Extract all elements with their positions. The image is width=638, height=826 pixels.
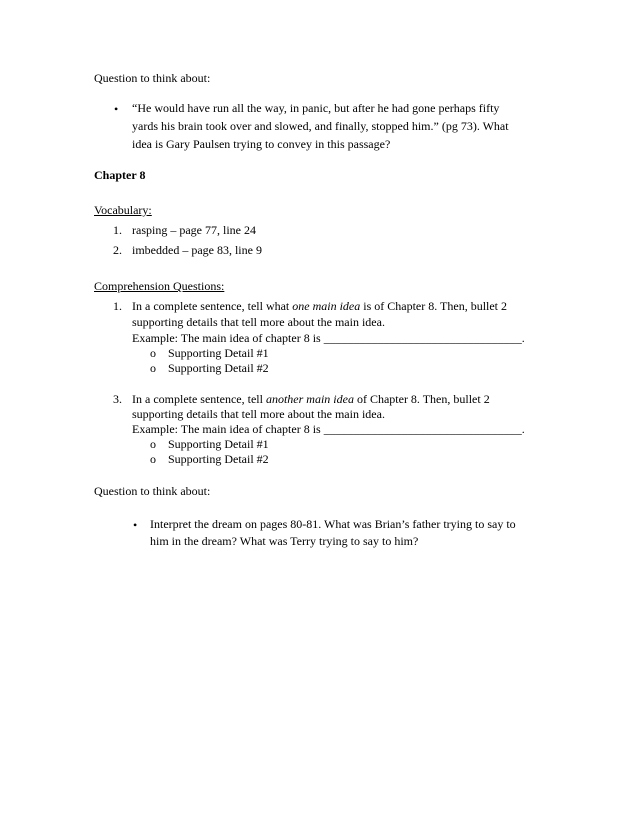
quote-line: yards his brain took over and slowed, and finally, stopped him.” (pg 73). What (132, 119, 509, 133)
emphasis-text: one main idea (292, 299, 361, 313)
question-line: Interpret the dream on pages 80-81. What was Brian’s father trying to say to (150, 517, 516, 531)
list-number: 1. (113, 299, 122, 313)
sub-bullet-icon: o (150, 361, 156, 375)
example-line: Example: The main idea of chapter 8 is _________________________________. (132, 422, 525, 436)
comprehension-heading: Comprehension Questions: (94, 279, 225, 293)
question-line: supporting details that tell more about the main idea. (132, 315, 385, 329)
example-line: Example: The main idea of chapter 8 is _________________________________. (132, 331, 525, 345)
question-line: supporting details that tell more about the main idea. (132, 407, 385, 421)
supporting-detail: Supporting Detail #2 (168, 361, 269, 375)
vocabulary-item: imbedded – page 83, line 9 (132, 243, 262, 257)
supporting-detail: Supporting Detail #1 (168, 346, 269, 360)
question-heading: Question to think about: (94, 484, 211, 498)
bullet-icon: • (114, 102, 119, 116)
quote-line: idea is Gary Paulsen trying to convey in this passage? (132, 137, 391, 151)
question-line (132, 298, 507, 315)
vocabulary-item: rasping – page 77, line 24 (132, 223, 256, 237)
list-number: 1. (113, 223, 122, 237)
bullet-icon: • (133, 518, 138, 532)
sub-bullet-icon: o (150, 437, 156, 451)
quote-line: “He would have run all the way, in panic, but after he had gone perhaps fifty (132, 101, 500, 115)
list-number: 2. (113, 243, 122, 257)
question-text: of Chapter 8. Then, bullet 2 (353, 392, 490, 406)
chapter-title: Chapter 8 (94, 168, 146, 182)
question-text: In a complete sentence, tell what (132, 299, 293, 313)
supporting-detail: Supporting Detail #1 (168, 437, 269, 451)
emphasis-text: another main idea (265, 392, 354, 406)
sub-bullet-icon: o (150, 346, 156, 360)
question-line: him in the dream? What was Terry trying to say to him? (150, 534, 419, 548)
vocabulary-heading: Vocabulary: (94, 203, 152, 217)
question-text: is of Chapter 8. Then, bullet 2 (360, 299, 508, 313)
list-number: 3. (113, 392, 122, 406)
sub-bullet-icon: o (150, 452, 156, 466)
question-heading: Question to think about: (94, 71, 211, 85)
supporting-detail: Supporting Detail #2 (168, 452, 269, 466)
question-text: In a complete sentence, tell (132, 392, 266, 406)
